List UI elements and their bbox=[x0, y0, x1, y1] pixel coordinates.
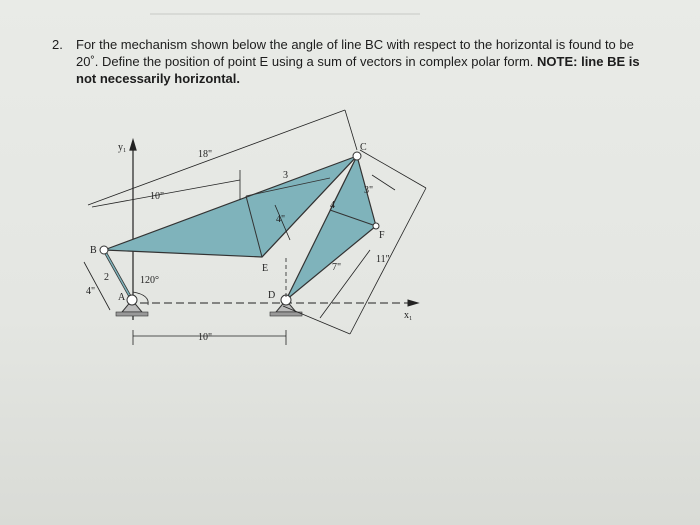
x1-axis bbox=[140, 300, 418, 306]
label-link3: 3 bbox=[283, 170, 288, 181]
dim-7: 7" bbox=[332, 262, 342, 273]
dim-18: 18" bbox=[198, 149, 213, 160]
joint-f bbox=[373, 223, 379, 229]
label-b: B bbox=[90, 245, 97, 256]
problem-body-text: For the mechanism shown below the angle of line BC with respect to the horizontal is found to be 20˚. Define the position of point E using a sum of vectors in complex polar form. bbox=[76, 37, 634, 69]
label-f: F bbox=[379, 230, 385, 241]
label-d: D bbox=[268, 290, 276, 301]
dim-11: 11" bbox=[376, 254, 390, 265]
joint-b bbox=[100, 246, 108, 254]
dim-4-e: 4" bbox=[276, 214, 286, 225]
problem-note: NOTE: line BE is not necessarily horizontal. bbox=[76, 54, 640, 86]
y1-label: y₁ bbox=[118, 142, 127, 153]
label-link4: 4 bbox=[330, 200, 335, 211]
dim-10-bottom: 10" bbox=[198, 332, 213, 343]
label-a: A bbox=[118, 292, 126, 303]
angle-label: 120° bbox=[140, 275, 159, 286]
dim-10-top: 10" bbox=[150, 191, 165, 202]
label-c: C bbox=[360, 142, 367, 153]
x1-label: x₁ bbox=[404, 310, 413, 321]
problem-number: 2. bbox=[52, 37, 63, 52]
dim-4-a: 4" bbox=[86, 286, 96, 297]
label-e: E bbox=[262, 263, 269, 274]
label-link2: 2 bbox=[104, 272, 109, 283]
dim-3: 3" bbox=[364, 185, 374, 196]
joint-c bbox=[353, 152, 361, 160]
y1-axis bbox=[130, 140, 136, 320]
